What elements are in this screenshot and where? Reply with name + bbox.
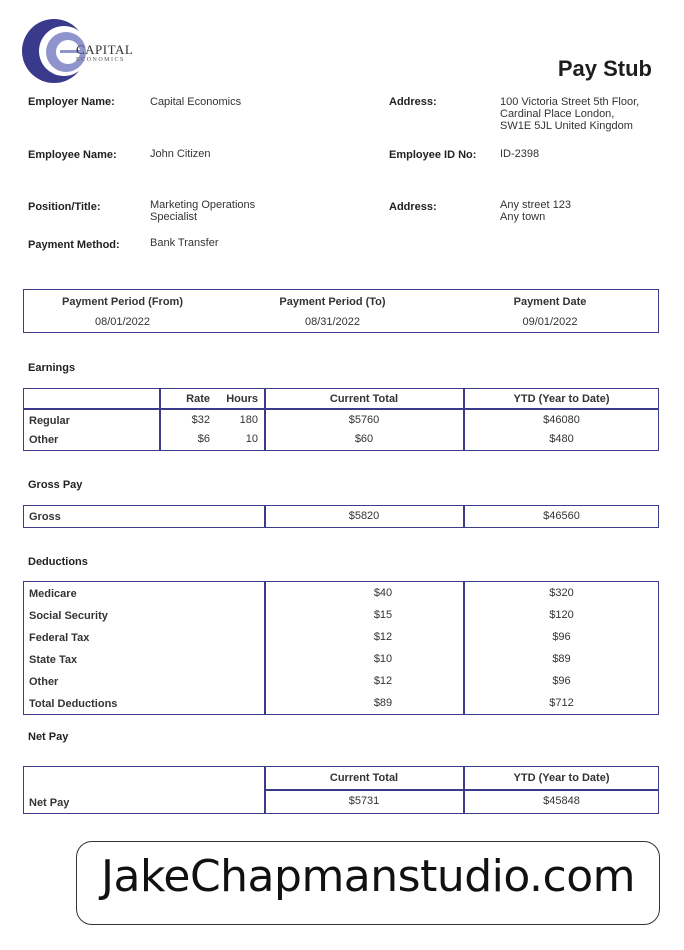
employee-address-line: Any town [500, 211, 546, 223]
deduction-row-ytd: $120 [549, 609, 574, 621]
deduction-total-current: $89 [373, 697, 393, 709]
net-pay-current: $5731 [348, 795, 380, 807]
employer-address-line: 100 Victoria Street 5th Floor, [500, 96, 640, 108]
earnings-header-divider [23, 408, 659, 410]
deduction-total-label: Total Deductions [29, 698, 118, 710]
deduction-row-current: $12 [373, 631, 393, 643]
earnings-row-hours: 10 [245, 433, 258, 445]
deduction-row-current: $40 [373, 587, 393, 599]
employer-address-label: Address: [389, 96, 437, 108]
employer-address-line: Cardinal Place London, [500, 108, 615, 120]
deduction-row-current: $10 [373, 653, 393, 665]
period-to-label: Payment Period (To) [279, 296, 386, 308]
period-to-value: 08/31/2022 [304, 316, 361, 328]
deduction-row-ytd: $96 [552, 675, 571, 687]
deduction-total-ytd: $712 [549, 697, 574, 709]
logo-name: CAPITAL [76, 42, 134, 57]
net-header-ytd: YTD (Year to Date) [513, 772, 610, 784]
watermark-text: JakeChapmanstudio.com [101, 851, 635, 902]
earnings-header-rate: Rate [186, 393, 210, 405]
earnings-header-ytd: YTD (Year to Date) [513, 393, 610, 405]
payment-date-label: Payment Date [513, 296, 587, 308]
earnings-row-ytd: $46080 [543, 414, 580, 426]
deduction-row-ytd: $96 [552, 631, 571, 643]
period-from-label: Payment Period (From) [61, 296, 184, 308]
earnings-row-ytd: $480 [549, 433, 574, 445]
employee-address [500, 199, 571, 223]
gross-pay-heading: Gross Pay [28, 479, 83, 491]
position-line: Specialist [150, 211, 198, 223]
logo-subname: ECONOMICS [76, 57, 125, 63]
position-label: Position/Title: [28, 201, 101, 213]
deduction-row-ytd: $89 [552, 653, 571, 665]
gross-ytd: $46560 [543, 510, 580, 522]
deduction-row-label: Medicare [29, 588, 77, 600]
deduction-row-label: Federal Tax [29, 632, 90, 644]
deductions-table [23, 581, 659, 715]
employee-address-label: Address: [389, 201, 437, 213]
position-value [150, 199, 255, 223]
deduction-row-label: Social Security [29, 610, 108, 622]
employee-name-label: Employee Name: [28, 149, 117, 161]
net-header-current: Current Total [329, 772, 399, 784]
earnings-row-rate: $6 [197, 433, 210, 445]
payment-method-label: Payment Method: [28, 239, 120, 251]
deduction-row-current: $15 [373, 609, 393, 621]
deduction-row-ytd: $320 [549, 587, 574, 599]
deduction-row-label: State Tax [29, 654, 78, 666]
employee-name: John Citizen [150, 148, 211, 160]
earnings-heading: Earnings [28, 362, 76, 374]
position-line: Marketing Operations [150, 199, 256, 211]
page-title: Pay Stub [557, 56, 652, 81]
employer-address [500, 96, 639, 132]
employer-name: Capital Economics [150, 96, 242, 108]
period-from-value: 08/01/2022 [94, 316, 151, 328]
earnings-header-current: Current Total [329, 393, 399, 405]
deductions-heading: Deductions [28, 556, 88, 568]
net-pay-heading: Net Pay [28, 731, 69, 743]
employer-address-line: SW1E 5JL United Kingdom [500, 120, 633, 132]
earnings-header-hours: Hours [226, 393, 258, 405]
payment-date-value: 09/01/2022 [522, 316, 578, 328]
employee-id: ID-2398 [500, 148, 540, 160]
earnings-row-label: Other [29, 434, 59, 446]
net-pay-label: Net Pay [29, 797, 70, 809]
employee-id-label: Employee ID No: [389, 149, 477, 161]
earnings-row-label: Regular [29, 415, 70, 427]
gross-current: $5820 [348, 510, 380, 522]
employer-name-label: Employer Name: [28, 96, 115, 108]
gross-label: Gross [29, 511, 61, 523]
earnings-row-hours: 180 [239, 414, 258, 426]
earnings-row-rate: $32 [191, 414, 210, 426]
deduction-row-label: Other [29, 676, 59, 688]
net-header-divider [264, 789, 659, 791]
net-pay-ytd: $45848 [543, 795, 580, 807]
earnings-row-current: $60 [354, 433, 374, 445]
employee-address-line: Any street 123 [500, 199, 571, 211]
deductions-col-divider [264, 581, 266, 715]
earnings-row-current: $5760 [348, 414, 380, 426]
payment-method: Bank Transfer [150, 237, 219, 249]
deduction-row-current: $12 [373, 675, 393, 687]
deductions-col-divider [463, 581, 465, 715]
